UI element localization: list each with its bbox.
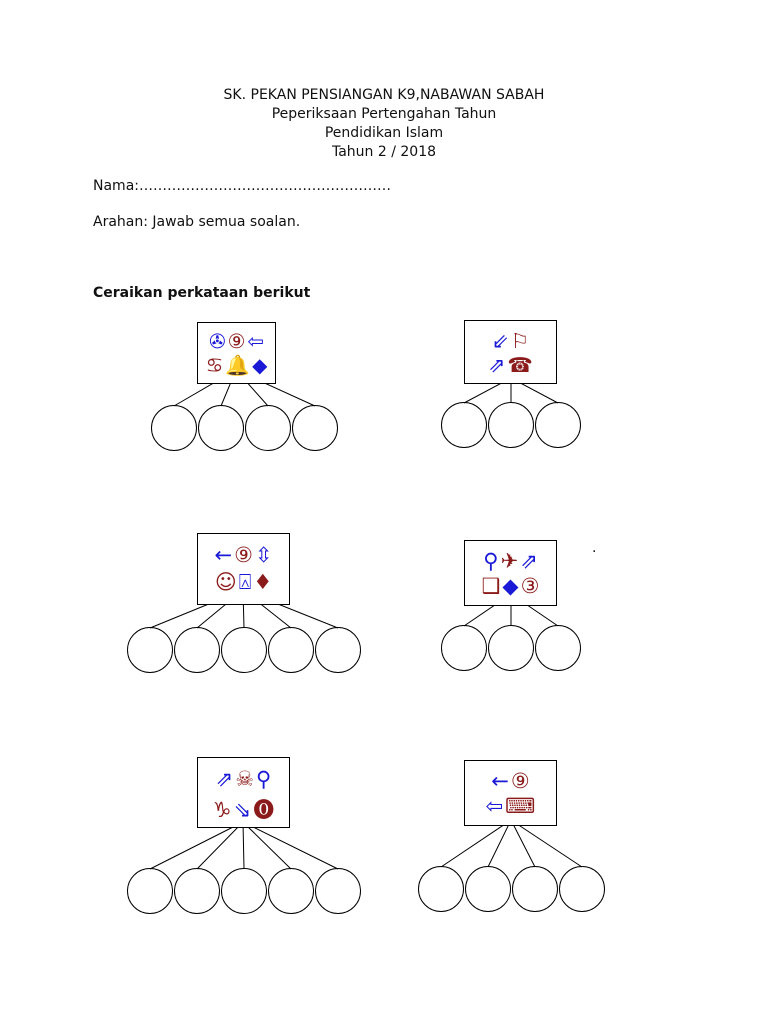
answer-circle[interactable] [559, 866, 605, 912]
wingding-symbol: ③ [520, 574, 540, 598]
wingding-symbol: ⍓ [238, 570, 252, 594]
name-field: Nama:……………………………………………… [93, 178, 391, 194]
answer-circle[interactable] [174, 868, 220, 914]
symbol-row [465, 549, 556, 573]
answer-circle[interactable] [151, 405, 197, 451]
wingding-symbol: ⇳ [254, 542, 273, 567]
wingding-symbol: ♦ [253, 570, 273, 594]
answer-circle[interactable] [221, 627, 267, 673]
connector-line [243, 822, 244, 869]
symbol-box-4 [464, 540, 557, 606]
wingding-symbol: ☺ [214, 570, 237, 594]
connector-line [150, 822, 243, 869]
symbol-row [198, 570, 289, 595]
answer-circle[interactable] [441, 625, 487, 671]
answer-circle[interactable] [488, 402, 534, 448]
symbol-row [465, 574, 556, 598]
wingding-symbol: ← [214, 542, 233, 567]
symbol-box-3 [197, 533, 290, 605]
wingding-symbol: ⇙ [491, 328, 509, 353]
answer-circle[interactable] [198, 405, 244, 451]
answer-circle[interactable] [245, 405, 291, 451]
answer-circle[interactable] [535, 402, 581, 448]
wingding-symbol: ⚐ [510, 328, 530, 353]
wingding-symbol: ⌨ [505, 794, 536, 818]
wingding-symbol: ♋ [205, 354, 224, 377]
answer-circle[interactable] [465, 866, 511, 912]
answer-circle[interactable] [221, 868, 267, 914]
exam-title: Peperiksaan Pertengahan Tahun [271, 106, 497, 122]
symbol-row [198, 330, 275, 353]
answer-circle[interactable] [292, 405, 338, 451]
symbol-row [465, 794, 556, 818]
symbol-row [198, 794, 289, 824]
connector-line [243, 822, 291, 869]
answer-circle[interactable] [268, 627, 314, 673]
wingding-symbol: 🔔 [225, 354, 251, 377]
wingding-symbol: ◆ [252, 354, 268, 377]
answer-circle[interactable] [315, 868, 361, 914]
connector-line [441, 820, 511, 867]
symbol-row [198, 767, 289, 791]
subject-title: Pendidikan Islam [324, 125, 444, 141]
wingding-symbol: ☠ [235, 766, 255, 791]
connector-line [511, 820, 582, 867]
connector-line [243, 822, 338, 869]
year-title: Tahun 2 / 2018 [331, 144, 437, 160]
answer-circle[interactable] [441, 402, 487, 448]
answer-circle[interactable] [418, 866, 464, 912]
wingding-symbol: ⇦ [485, 794, 504, 818]
wingding-symbol: ⚲ [483, 548, 499, 573]
wingding-symbol: ⚲ [256, 766, 272, 791]
connector-line [511, 820, 535, 867]
answer-circle[interactable] [488, 625, 534, 671]
wingding-symbol: ⓿ [253, 797, 275, 822]
symbol-box-5 [197, 757, 290, 828]
wingding-symbol: ← [491, 768, 509, 793]
answer-circle[interactable] [127, 627, 173, 673]
wingding-symbol: ❑ [481, 574, 501, 598]
connector-line [197, 822, 243, 869]
symbol-box-2 [464, 320, 557, 384]
symbol-row [465, 769, 556, 793]
symbol-box-6 [464, 760, 557, 826]
wingding-symbol: ♑ [212, 797, 232, 822]
question-instruction: Ceraikan perkataan berikut [93, 285, 311, 301]
symbol-row [198, 543, 289, 567]
symbol-row [465, 329, 556, 353]
answer-circle[interactable] [535, 625, 581, 671]
symbol-row [198, 354, 275, 377]
answer-circle[interactable] [268, 868, 314, 914]
answer-circle[interactable] [512, 866, 558, 912]
wingding-symbol: ☎ [507, 353, 533, 377]
answer-circle[interactable] [127, 868, 173, 914]
wingding-symbol: ⑨ [234, 542, 253, 567]
school-name: SK. PEKAN PENSIANGAN K9,NABAWAN SABAH [223, 87, 545, 103]
wingding-symbol: ⇗ [488, 353, 506, 377]
stray-dot: . [592, 540, 597, 556]
wingding-symbol: ⇗ [215, 766, 234, 791]
symbol-row [465, 353, 556, 377]
wingding-symbol: ⇘ [233, 797, 252, 822]
wingding-symbol: ⇗ [520, 548, 538, 573]
wingding-symbol: ⑨ [510, 768, 530, 793]
connector-line [488, 820, 511, 867]
instructions-line: Arahan: Jawab semua soalan. [93, 214, 301, 230]
wingding-symbol: ✇ [208, 330, 226, 354]
wingding-symbol: ⑨ [227, 330, 246, 354]
answer-circle[interactable] [315, 627, 361, 673]
wingding-symbol: ⇦ [247, 330, 265, 354]
answer-circle[interactable] [174, 627, 220, 673]
wingding-symbol: ◆ [502, 574, 519, 598]
wingding-symbol: ✈ [500, 548, 519, 573]
symbol-box-1 [197, 322, 276, 384]
